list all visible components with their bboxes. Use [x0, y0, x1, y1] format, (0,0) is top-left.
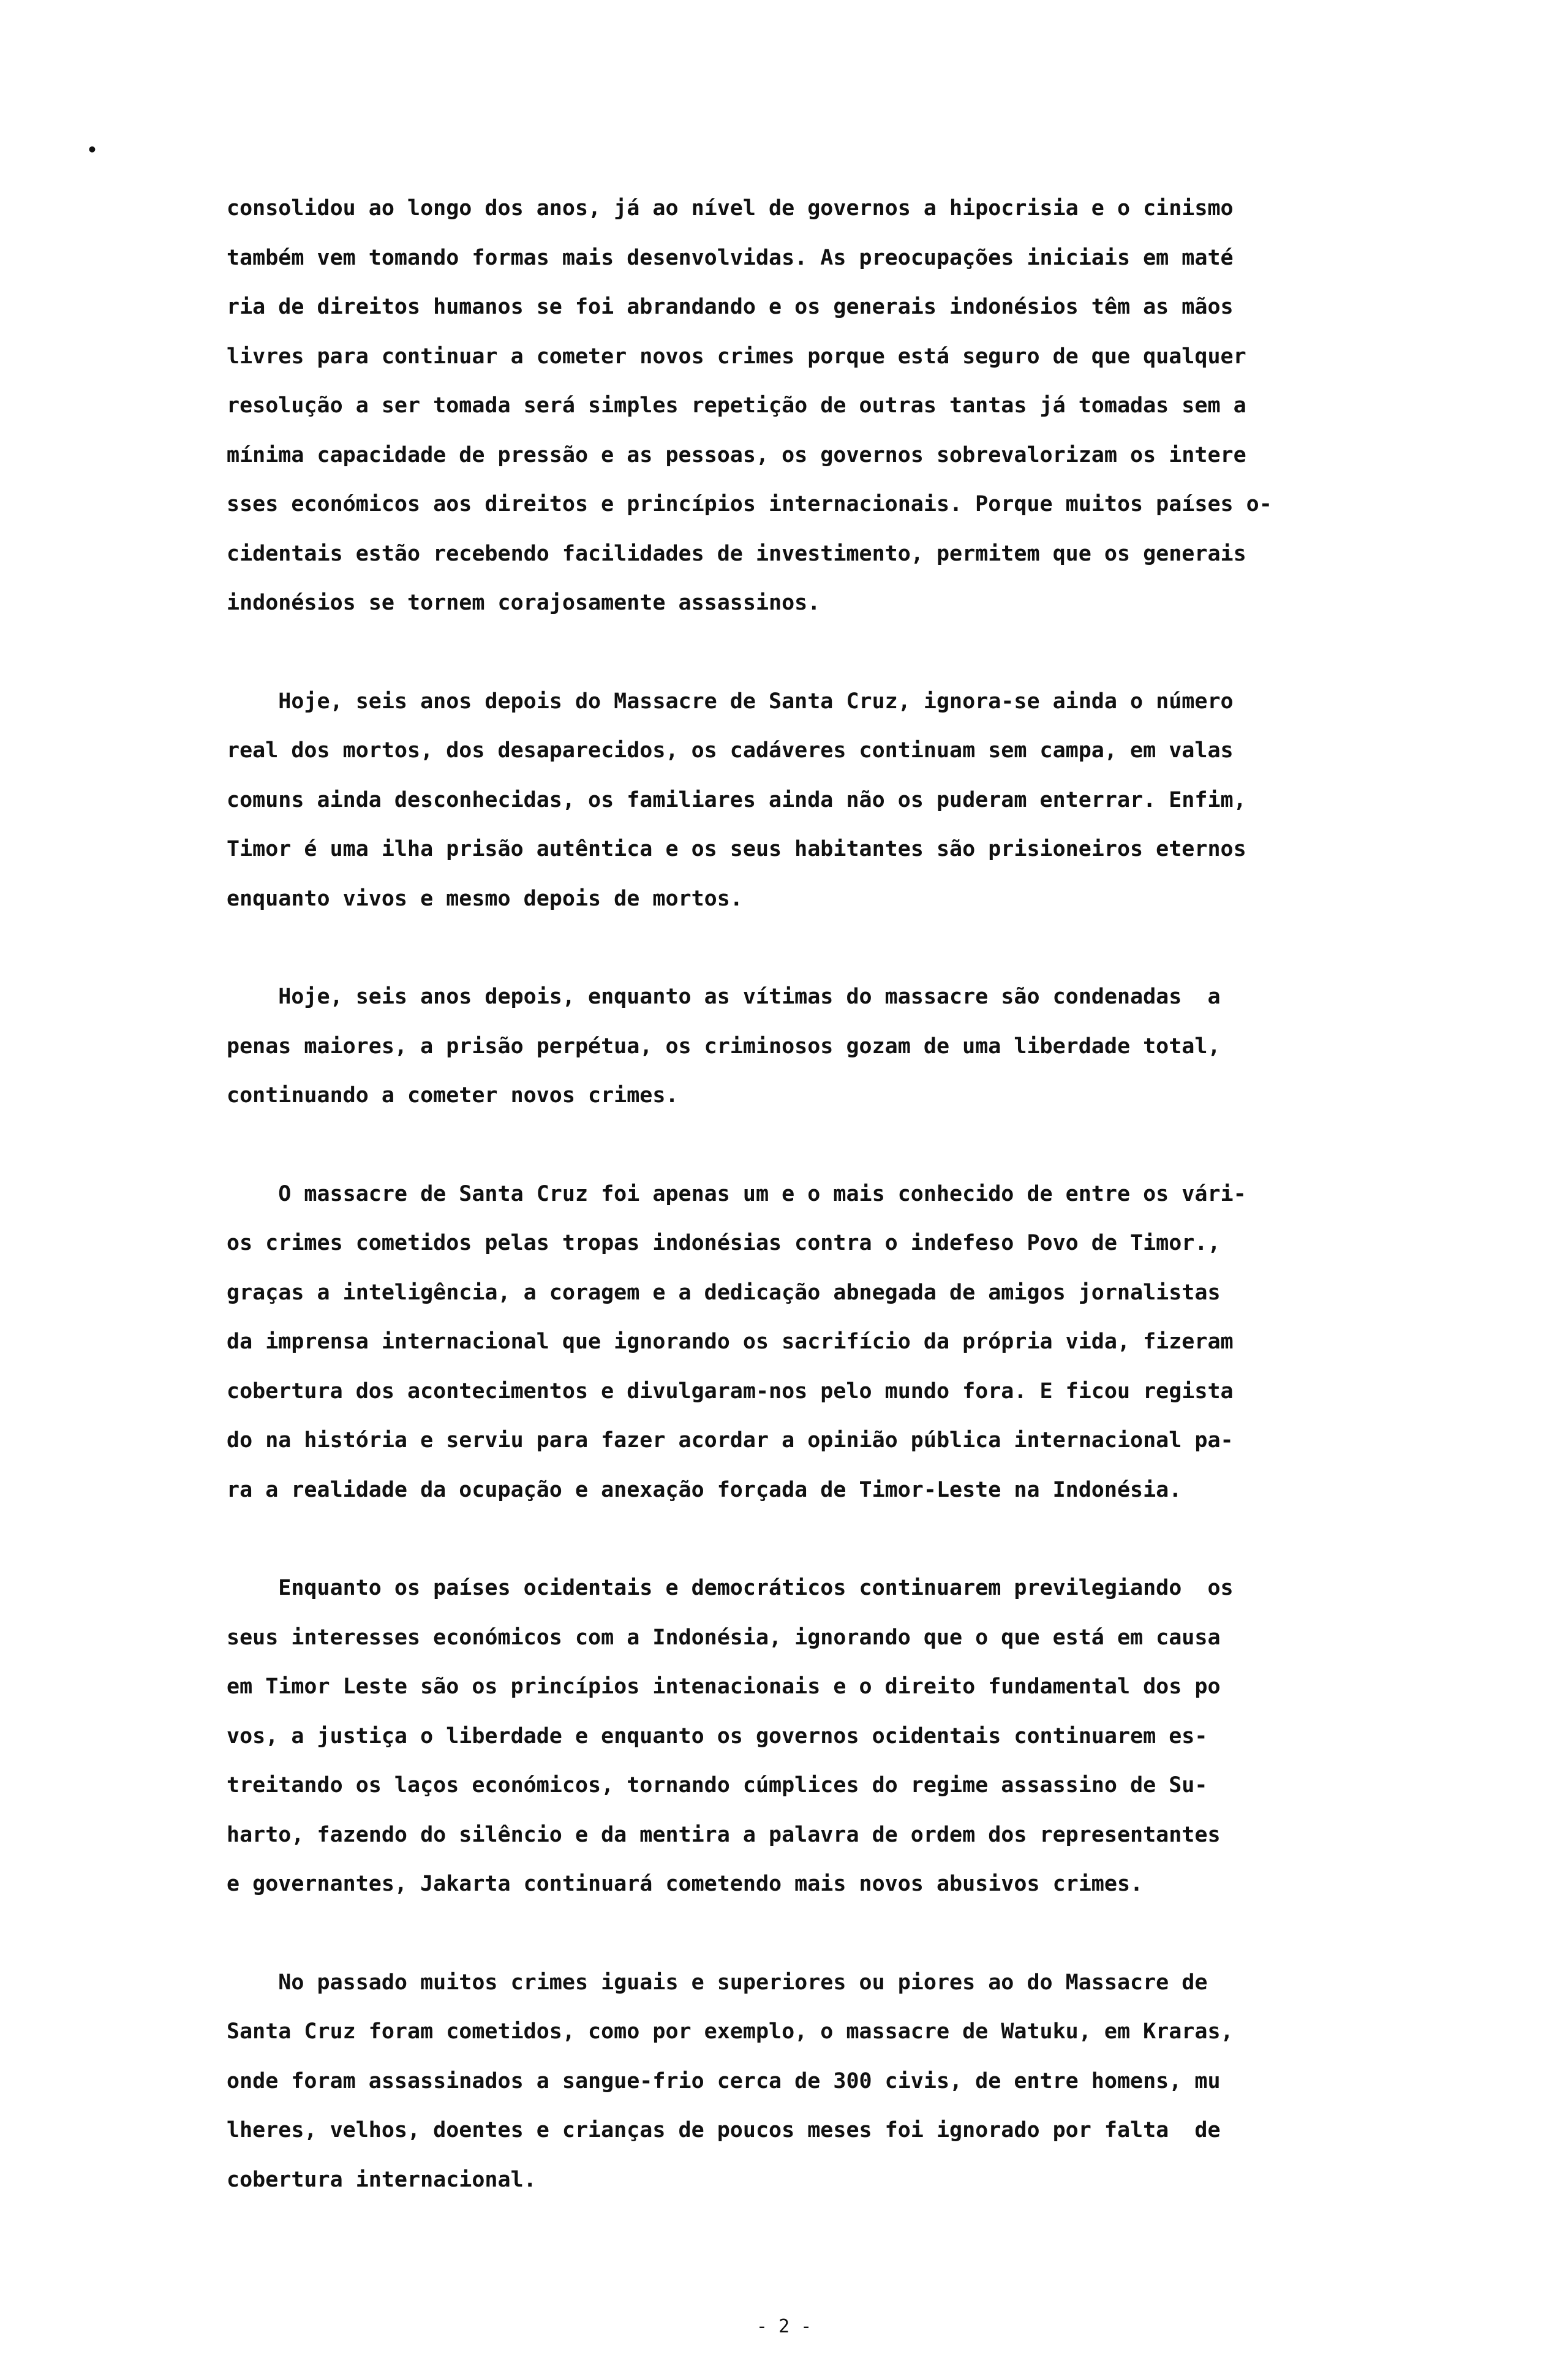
text-line: mínima capacidade de pressão e as pessoas, os governos sobrevalorizam os intere [227, 442, 1246, 467]
text-line: em Timor Leste são os princípios intenacionais e o direito fundamental dos po [227, 1674, 1221, 1699]
paragraph [227, 677, 1446, 924]
text-line: graças a inteligência, a coragem e a dedicação abnegada de amigos jornalistas [227, 1280, 1221, 1305]
text-line: também vem tomando formas mais desenvolvidas. As preocupações iniciais em maté [227, 245, 1234, 270]
text-line: Hoje, seis anos depois do Massacre de Santa Cruz, ignora-se ainda o número [227, 689, 1234, 714]
text-line: e governantes, Jakarta continuará cometendo mais novos abusivos crimes. [227, 1872, 1144, 1896]
text-line: indonésios se tornem corajosamente assassinos. [227, 591, 821, 615]
text-line: seus interesses económicos com a Indonésia, ignorando que o que está em causa [227, 1625, 1221, 1650]
text-line: treitando os laços económicos, tornando cúmplices do regime assassino de Su- [227, 1773, 1208, 1798]
paragraph [227, 972, 1446, 1121]
text-line: onde foram assassinados a sangue-frio cerca de 300 civis, de entre homens, mu [227, 2068, 1221, 2093]
text-line: da imprensa internacional que ignorando os sacrifício da própria vida, fizeram [227, 1329, 1234, 1354]
text-line: continuando a cometer novos crimes. [227, 1083, 679, 1108]
text-line: penas maiores, a prisão perpétua, os criminosos gozam de uma liberdade total, [227, 1034, 1221, 1059]
text-line: lheres, velhos, doentes e crianças de poucos meses foi ignorado por falta de [227, 2118, 1221, 2142]
text-line: os crimes cometidos pelas tropas indonésias contra o indefeso Povo de Timor., [227, 1231, 1221, 1255]
text-line: No passado muitos crimes iguais e superiores ou piores ao do Massacre de [227, 1970, 1208, 1995]
paragraph [227, 1958, 1446, 2205]
paragraph [227, 1564, 1446, 1909]
text-line: cobertura dos acontecimentos e divulgaram-nos pelo mundo fora. E ficou regista [227, 1378, 1234, 1404]
paragraph-gap [227, 1121, 1446, 1170]
text-line: Enquanto os países ocidentais e democráticos continuarem previlegiando os [227, 1576, 1234, 1600]
text-line: O massacre de Santa Cruz foi apenas um e o mais conhecido de entre os vári- [227, 1181, 1246, 1206]
paragraph-gap [227, 923, 1446, 972]
text-line: enquanto vivos e mesmo depois de mortos. [227, 886, 743, 911]
paragraph-gap [227, 628, 1446, 677]
text-line: Hoje, seis anos depois, enquanto as vítimas do massacre são condenadas a [227, 985, 1221, 1009]
text-line: vos, a justiça o liberdade e enquanto os governos ocidentais continuarem es- [227, 1723, 1208, 1749]
paragraph [227, 1170, 1446, 1515]
text-line: comuns ainda desconhecidas, os familiares ainda não os puderam enterrar. Enfim, [227, 787, 1246, 812]
text-line: cidentais estão recebendo facilidades de investimento, permitem que os generais [227, 541, 1246, 566]
margin-mark: • [87, 140, 97, 160]
text-line: consolidou ao longo dos anos, já ao nível de governos a hipocrisia e o cinismo [227, 196, 1234, 221]
page-number: - 2 - [756, 2316, 812, 2337]
paragraph-gap [227, 1514, 1446, 1564]
text-line: do na história e serviu para fazer acordar a opinião pública internacional pa- [227, 1428, 1234, 1453]
typewritten-body [227, 184, 1446, 2204]
text-line: Santa Cruz foram cometidos, como por exemplo, o massacre de Watuku, em Kraras, [227, 2019, 1234, 2044]
text-line: cobertura internacional. [227, 2167, 537, 2192]
text-line: real dos mortos, dos desaparecidos, os cadáveres continuam sem campa, em valas [227, 738, 1234, 763]
paragraph [227, 184, 1446, 628]
text-line: Timor é uma ilha prisão autêntica e os seus habitantes são prisioneiros eternos [227, 837, 1246, 861]
text-line: harto, fazendo do silêncio e da mentira a palavra de ordem dos representantes [227, 1822, 1221, 1847]
text-line: livres para continuar a cometer novos crimes porque está seguro de que qualquer [227, 344, 1246, 369]
paragraph-gap [227, 1909, 1446, 1958]
text-line: resolução a ser tomada será simples repetição de outras tantas já tomadas sem a [227, 393, 1246, 418]
text-line: sses económicos aos direitos e princípios internacionais. Porque muitos países o- [227, 492, 1272, 516]
text-line: ra a realidade da ocupação e anexação forçada de Timor-Leste na Indonésia. [227, 1477, 1182, 1502]
text-line: ria de direitos humanos se foi abrandando e os generais indonésios têm as mãos [227, 295, 1234, 319]
